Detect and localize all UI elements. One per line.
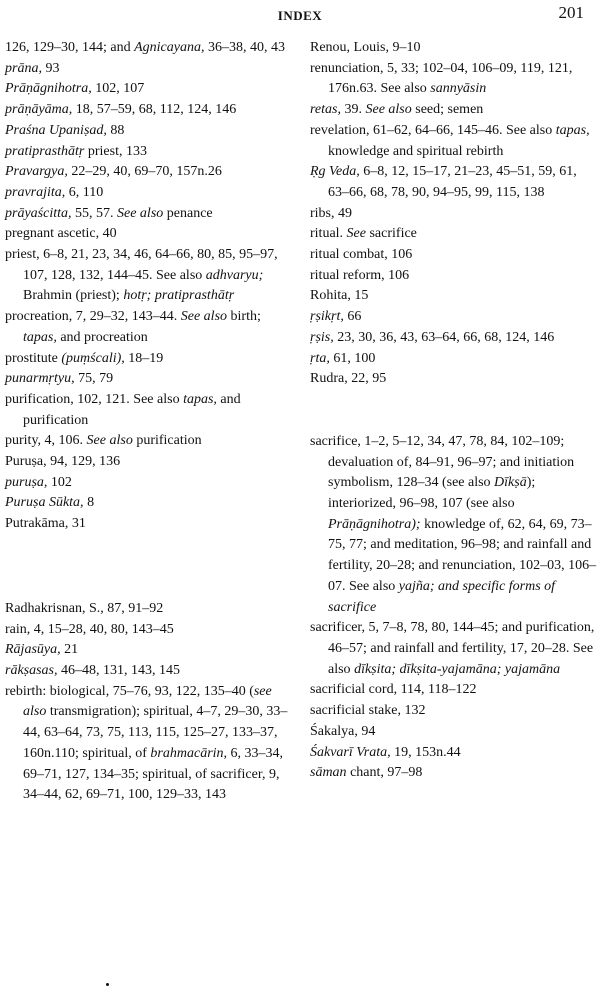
entry-text: 102 bbox=[47, 474, 72, 490]
entry-text: 6, 110 bbox=[65, 184, 104, 200]
entry-text: purity, 4, 106. bbox=[5, 433, 87, 449]
entry-text: 21 bbox=[60, 642, 79, 658]
index-entry bbox=[5, 224, 293, 245]
entry-text: 36–38, 40, 43 bbox=[204, 40, 285, 55]
entry-text: 22–29, 40, 69–70, 157n.26 bbox=[67, 164, 222, 180]
entry-text: 102, 107 bbox=[91, 81, 145, 97]
entry-text: Śakalya, 94 bbox=[310, 723, 376, 739]
index-entry bbox=[310, 328, 600, 349]
index-entry bbox=[310, 121, 600, 162]
italic-term: prāṇāyāma, bbox=[5, 102, 73, 118]
entry-text: prostitute bbox=[5, 350, 62, 366]
entry-text: 6–8, 12, 15–17, 21–23, 45–51, 59, 61, 63–66, 68, 78, 90, 94–95, 99, 115, 138 bbox=[328, 164, 577, 200]
entry-text: Radhakrisnan, S., 87, 91–92 bbox=[5, 600, 164, 616]
index-column-right bbox=[310, 38, 600, 784]
italic-term: prāna, bbox=[5, 60, 42, 76]
italic-term: tapas, bbox=[183, 391, 217, 407]
italic-term: tapas, bbox=[23, 329, 57, 345]
index-entry bbox=[310, 100, 600, 121]
index-entry bbox=[310, 701, 600, 722]
entry-text: 93 bbox=[41, 60, 60, 76]
italic-term: retas, bbox=[310, 102, 341, 118]
index-entry bbox=[310, 763, 600, 784]
index-entry bbox=[5, 682, 293, 806]
stray-mark bbox=[106, 983, 109, 986]
italic-term: sāman bbox=[310, 765, 347, 781]
italic-term: puruṣa, bbox=[5, 474, 48, 490]
italic-term: ṛṣikṛt, bbox=[310, 309, 344, 325]
entry-text: 18, 57–59, 68, 112, 124, 146 bbox=[72, 102, 237, 118]
entry-text: 61, 100 bbox=[329, 350, 376, 366]
index-entry bbox=[5, 661, 293, 682]
entry-text: knowledge and spiritual rebirth bbox=[328, 143, 504, 159]
index-entry bbox=[310, 286, 600, 307]
index-entry bbox=[5, 307, 293, 348]
entry-text: 39. bbox=[340, 102, 366, 118]
entry-text: transmigration); spiritual, 4–7, 29–30, 33–44, 63–64, 73, 75, 113, 115, 125–27, 133–37, 160n.110; spiritual, of bbox=[23, 704, 288, 761]
entry-text: 46–48, 131, 143, 145 bbox=[57, 662, 181, 678]
entry-text: renunciation, 5, 33; 102–04, 106–09, 119, 121, 176n.63. See also bbox=[310, 60, 573, 97]
entry-text: pregnant ascetic, 40 bbox=[5, 226, 117, 242]
index-entry bbox=[5, 162, 293, 183]
entry-text: 8 bbox=[83, 495, 95, 511]
index-entry bbox=[310, 204, 600, 225]
entry-text: ritual. bbox=[310, 226, 347, 242]
entry-text: Brahmin (priest); bbox=[23, 288, 124, 304]
index-entry bbox=[310, 369, 600, 390]
italic-term: See also bbox=[86, 433, 133, 449]
entry-text: birth; bbox=[227, 309, 261, 325]
index-entry bbox=[5, 599, 293, 620]
index-entry bbox=[310, 224, 600, 245]
entry-text: seed; semen bbox=[411, 102, 484, 118]
index-column-left bbox=[5, 38, 293, 806]
index-entry bbox=[5, 121, 293, 142]
index-entry bbox=[310, 743, 600, 764]
italic-term: Dīkṣā bbox=[494, 475, 527, 491]
entry-text: sacrificial cord, 114, 118–122 bbox=[310, 682, 477, 698]
index-entry bbox=[310, 680, 600, 701]
index-entry bbox=[5, 100, 293, 121]
entry-text: Puruṣa, 94, 129, 136 bbox=[5, 454, 121, 470]
italic-term: pravrajita, bbox=[5, 184, 66, 200]
index-entry bbox=[310, 59, 600, 100]
italic-term: See also bbox=[117, 205, 164, 221]
entry-text: 23, 30, 36, 43, 63–64, 66, 68, 124, 146 bbox=[333, 329, 555, 345]
index-entry bbox=[5, 183, 293, 204]
index-entry bbox=[5, 349, 293, 370]
index-entry bbox=[310, 245, 600, 266]
italic-term: ṛṣis, bbox=[310, 329, 334, 345]
entry-text: purification bbox=[132, 433, 202, 449]
entry-text: ribs, 49 bbox=[310, 205, 352, 221]
entry-text: 55, 57. bbox=[71, 205, 117, 221]
page-header bbox=[0, 0, 600, 40]
running-head: INDEX bbox=[277, 8, 323, 23]
italic-term: Praśna Upaniṣad, bbox=[5, 122, 107, 138]
entry-text: Rohita, 15 bbox=[310, 288, 369, 304]
index-entry bbox=[5, 38, 293, 59]
entry-text: 6, 33–34, 69–71, 127, 134–35; spiritual, of sacrificer, 9, 34–44, 62, 69–71, 100, 129–33, 143 bbox=[23, 745, 284, 803]
index-entry bbox=[5, 79, 293, 100]
index-entry bbox=[5, 452, 293, 473]
entry-text: ritual reform, 106 bbox=[310, 267, 410, 283]
italic-term: Śakvarī Vrata, bbox=[310, 744, 391, 760]
entry-text: ritual combat, 106 bbox=[310, 247, 413, 263]
italic-term: punarmṛtyu, bbox=[5, 371, 75, 387]
entry-text: 88 bbox=[106, 122, 125, 138]
page-number: 201 bbox=[558, 3, 584, 22]
entry-text: sacrifice bbox=[365, 226, 417, 242]
index-entry bbox=[5, 59, 293, 80]
index-entry bbox=[5, 369, 293, 390]
italic-term: See bbox=[346, 226, 366, 242]
italic-term: Puruṣa Sūkta, bbox=[5, 495, 84, 511]
italic-term: Rājasūya, bbox=[5, 642, 61, 658]
index-entry bbox=[310, 38, 600, 59]
italic-term: rākṣasas, bbox=[5, 662, 58, 678]
entry-text: sacrificer, 5, 7–8, 78, 80, 144–45; and purification, 46–57; and rainfall and fertility, 17, 20–28. See also bbox=[310, 620, 595, 677]
index-entry bbox=[5, 204, 293, 225]
index-entry bbox=[310, 266, 600, 287]
index-entry bbox=[5, 493, 293, 514]
italic-term: Pravargya, bbox=[5, 164, 68, 180]
italic-term: (puṃścali), bbox=[61, 350, 125, 366]
italic-term: Ṛg Veda, bbox=[310, 164, 360, 180]
italic-term: brahmacārin, bbox=[150, 745, 228, 761]
italic-term: ṛta, bbox=[310, 350, 330, 366]
index-entry bbox=[310, 618, 600, 680]
entry-text: sacrifice, 1–2, 5–12, 34, 47, 78, 84, 102–109; devaluation of, 84–91, 96–97; and initiation symbolism, 128–34 (see also bbox=[310, 433, 575, 491]
index-entry bbox=[5, 390, 293, 431]
index-entry bbox=[5, 142, 293, 163]
italic-term: Agnicayana, bbox=[134, 40, 205, 55]
entry-text: 66 bbox=[343, 309, 362, 325]
index-entry bbox=[5, 473, 293, 494]
entry-text: Putrakāma, 31 bbox=[5, 516, 86, 532]
entry-text: procreation, 7, 29–32, 143–44. bbox=[5, 309, 181, 325]
entry-text: Renou, Louis, 9–10 bbox=[310, 40, 421, 55]
italic-term: see also bbox=[23, 683, 272, 720]
index-entry bbox=[310, 349, 600, 370]
entry-text: knowledge of, 62, 64, 69, 73–75, 77; and meditation, 96–98; and rainfall and fertility, 20–28; and renunciation, 102–03, 106–07. See also bbox=[328, 516, 597, 594]
italic-term: sannyāsin bbox=[430, 81, 487, 97]
italic-term: hotṛ; pratiprasthātṛ bbox=[123, 288, 235, 304]
entry-text: ); interiorized, 96–98, 107 (see also bbox=[328, 475, 536, 512]
entry-text: and purification bbox=[23, 391, 241, 428]
index-entry bbox=[5, 640, 293, 661]
index-entry bbox=[5, 245, 293, 307]
entry-text: 75, 79 bbox=[74, 371, 114, 387]
index-entry bbox=[310, 307, 600, 328]
entry-text: rain, 4, 15–28, 40, 80, 143–45 bbox=[5, 621, 174, 637]
entry-text: chant, 97–98 bbox=[346, 765, 423, 781]
index-entry bbox=[5, 620, 293, 641]
italic-term: See also bbox=[180, 309, 228, 325]
entry-text: rebirth: biological, 75–76, 93, 122, 135–40 ( bbox=[5, 683, 254, 699]
entry-text: revelation, 61–62, 64–66, 145–46. See also bbox=[310, 122, 556, 138]
italic-term: dīkṣita; dīkṣita-yajamāna; yajamāna bbox=[354, 661, 561, 677]
entry-text: priest, 6–8, 21, 23, 34, 46, 64–66, 80, 85, 95–97, 107, 128, 132, 144–45. See also bbox=[5, 247, 278, 283]
index-entry bbox=[310, 162, 600, 203]
italic-term: Prāṇāgnihotra); bbox=[328, 516, 421, 532]
index-entry bbox=[310, 722, 600, 743]
italic-term: prāyaścitta, bbox=[5, 205, 72, 221]
entry-text: sacrificial stake, 132 bbox=[310, 703, 426, 719]
entry-text: 18–19 bbox=[124, 350, 164, 366]
entry-text: penance bbox=[163, 205, 213, 221]
italic-term: Prāṇāgnihotra, bbox=[5, 81, 92, 97]
italic-term: yajña; and specific forms of sacrifice bbox=[328, 578, 556, 615]
entry-text: and procreation bbox=[56, 329, 148, 345]
italic-term: adhvaryu; bbox=[205, 267, 264, 283]
index-entry bbox=[310, 432, 600, 618]
italic-term: pratiprasthātṛ bbox=[5, 143, 85, 159]
italic-term: See also bbox=[365, 102, 412, 118]
entry-text: 19, 153n.44 bbox=[390, 744, 461, 760]
entry-text: priest, 133 bbox=[84, 143, 147, 159]
entry-text: purification, 102, 121. See also bbox=[5, 391, 184, 407]
entry-text: 126, 129–30, 144; and bbox=[5, 40, 135, 55]
italic-term: tapas, bbox=[555, 122, 590, 138]
index-entry bbox=[5, 431, 293, 452]
index-entry bbox=[5, 514, 293, 535]
entry-text: Rudra, 22, 95 bbox=[310, 371, 387, 387]
